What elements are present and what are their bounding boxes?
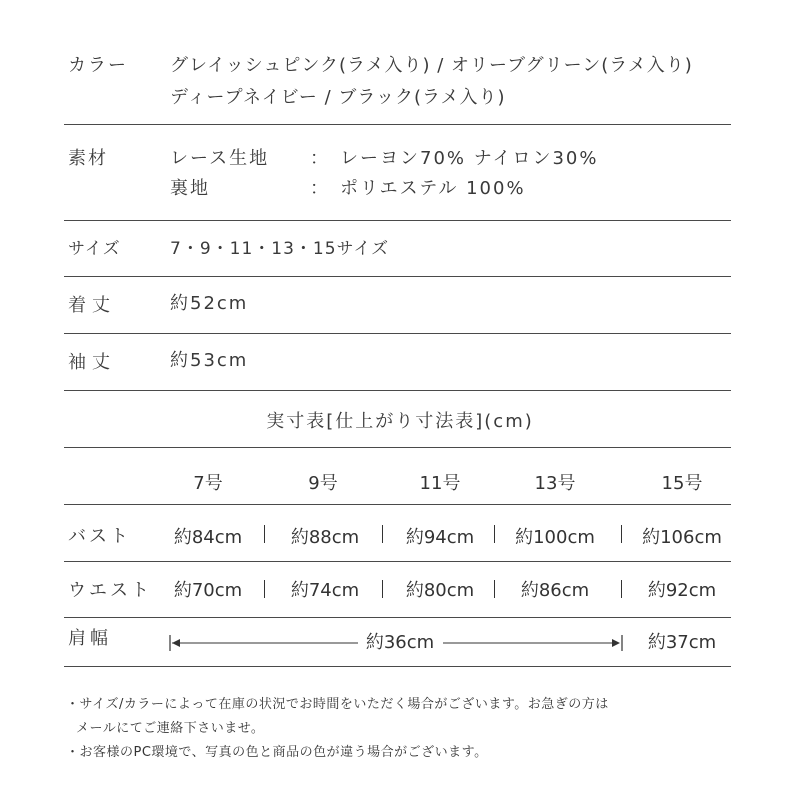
sleeve-label: 袖丈 [68,352,116,373]
divider [64,390,731,391]
material-row-1-name: レース生地 [170,148,270,169]
column-separator [264,525,265,543]
length-value: 約52cm [170,293,249,314]
shoulder-span-value: 約36cm [365,632,435,653]
material-row-2-colon: ： [310,178,330,199]
size-value: 7・9・11・13・15サイズ [170,239,390,259]
bust-value-13: 約100cm [515,527,595,548]
material-label: 素材 [68,148,108,169]
waist-value-11: 約80cm [405,580,475,601]
size-header-11: 11号 [419,473,461,494]
column-separator [494,525,495,543]
waist-value-13: 約86cm [520,580,590,601]
color-label: カラー [68,55,128,76]
divider [64,124,731,125]
material-row-2-value: ポリエステル 100% [340,178,526,199]
size-label: サイズ [68,239,121,259]
waist-value-15: 約92cm [647,580,717,601]
column-separator [264,580,265,598]
material-row-2-name: 裏地 [170,178,210,199]
size-header-15: 15号 [661,473,703,494]
divider [64,220,731,221]
bust-value-11: 約94cm [405,527,475,548]
note-2: ・お客様のPC環境で、写真の色と商品の色が違う場合がございます。 [66,745,488,760]
column-separator [494,580,495,598]
column-separator [382,525,383,543]
size-header-13: 13号 [534,473,576,494]
divider [64,561,731,562]
waist-label: ウエスト [68,580,152,601]
divider [64,333,731,334]
note-1: ・サイズ/カラーによって在庫の状況でお時間をいただく場合がございます。お急ぎの方は [66,697,609,712]
waist-value-9: 約74cm [290,580,360,601]
divider [64,447,731,448]
column-separator [621,580,622,598]
column-separator [382,580,383,598]
size-header-7: 7号 [193,473,223,494]
waist-value-7: 約70cm [173,580,243,601]
size-header-9: 9号 [308,473,338,494]
column-separator [621,525,622,543]
divider [64,504,731,505]
bust-value-15: 約106cm [642,527,722,548]
length-label: 着丈 [68,295,116,316]
size-table-title: 実寸表[仕上がり寸法表](cm) [266,411,534,432]
bust-value-7: 約84cm [173,527,243,548]
material-row-1-value: レーヨン70% ナイロン30% [340,148,599,169]
color-line-1: グレイッシュピンク(ラメ入り) / オリーブグリーン(ラメ入り) [170,55,693,76]
color-line-2: ディープネイビー / ブラック(ラメ入り) [170,87,506,108]
bust-value-9: 約88cm [290,527,360,548]
divider [64,617,731,618]
sleeve-value: 約53cm [170,350,249,371]
shoulder-value-15: 約37cm [647,632,717,653]
bust-label: バスト [68,526,131,547]
note-1-cont: メールにてご連絡下さいませ。 [76,721,265,736]
divider [64,666,731,667]
material-row-1-colon: ： [310,148,330,169]
divider [64,276,731,277]
shoulder-label: 肩幅 [68,628,112,649]
